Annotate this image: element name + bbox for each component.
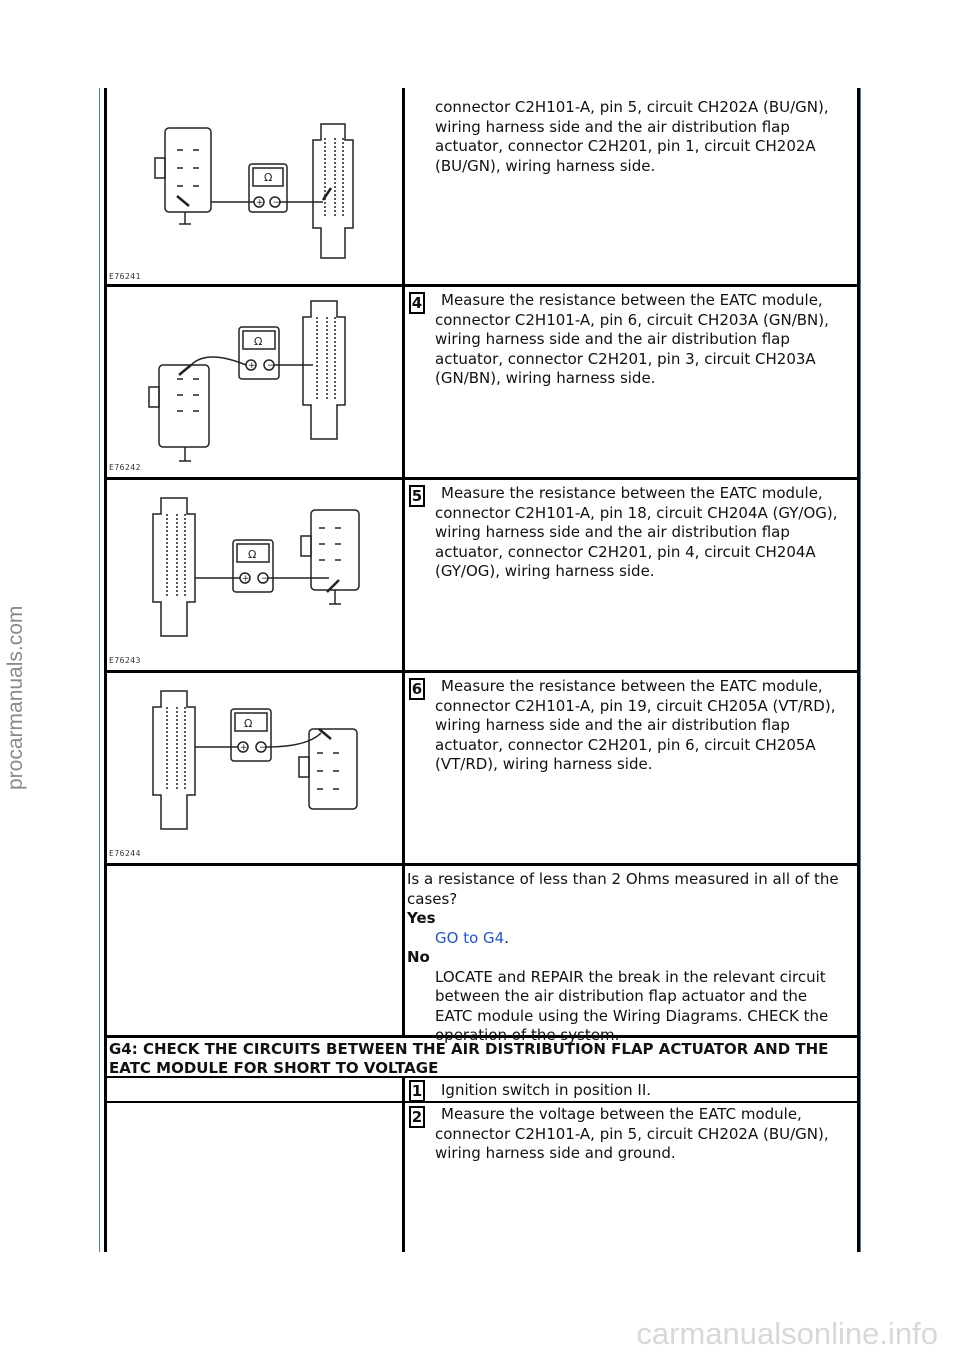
wiring-figure-4 xyxy=(107,673,399,863)
result-question xyxy=(407,870,847,1046)
svg-text:Ω: Ω xyxy=(254,335,263,348)
step-text: Measure the resistance between the EATC module, connector C2H101-A, pin 18, circuit CH204A (GY/OG), wiring harness side and the air distribution flap actuator, connector C2H201, pin 4, circuit CH204A (GY/OG), wiring harness side. xyxy=(435,484,838,580)
column-divider xyxy=(402,88,405,864)
svg-text:+: + xyxy=(248,361,256,371)
step-text: Measure the voltage between the EATC module, connector C2H101-A, pin 5, circuit CH202A (BU/GN), wiring harness side and ground. xyxy=(435,1105,829,1162)
step-number: 5 xyxy=(409,485,425,507)
column-divider xyxy=(402,864,405,1036)
svg-text:Ω: Ω xyxy=(248,548,257,561)
svg-text:+: + xyxy=(242,574,250,584)
connector-icon xyxy=(107,88,399,284)
yes-label: Yes xyxy=(407,909,436,927)
figure-label: E76244 xyxy=(109,849,141,858)
step-number: 4 xyxy=(409,292,425,314)
row-rule xyxy=(107,863,857,866)
no-action: LOCATE and REPAIR the break in the relevant circuit between the air distribution flap actuator and the EATC module using the Wiring Diagrams. CHECK the operation of the system. xyxy=(435,967,829,1044)
goto-g4-link[interactable]: GO to G4 xyxy=(435,928,505,947)
step-text: Measure the resistance between the EATC module, connector C2H101-A, pin 6, circuit CH203A (GN/BN), wiring harness side and the air distribution flap actuator, connector C2H201, pin 3, circuit CH203A (GN/BN), wiring harness side. xyxy=(435,291,829,387)
page-edge-right xyxy=(860,88,861,1252)
watermark-carmanualsonline: carmanualsonline.info xyxy=(636,1316,938,1351)
yes-action: GO to G4. xyxy=(435,928,509,947)
connector-icon xyxy=(107,673,399,863)
step-number: 6 xyxy=(409,678,425,700)
ohmmeter-icon xyxy=(107,287,399,477)
question-text: Is a resistance of less than 2 Ohms measured in all of the cases? xyxy=(407,870,839,908)
watermark-procarmanuals: procarmanuals.com xyxy=(4,605,27,790)
svg-text:Ω: Ω xyxy=(244,717,253,730)
figure-label: E76243 xyxy=(109,656,141,665)
svg-text:−: − xyxy=(261,574,269,584)
step-number: 2 xyxy=(409,1106,425,1128)
svg-text:+: + xyxy=(240,743,248,753)
step-text: connector C2H101-A, pin 5, circuit CH202A (BU/GN), wiring harness side and the air distribution flap actuator, connector C2H201, pin 1, circuit CH202A (BU/GN), wiring harness side. xyxy=(435,98,829,175)
wiring-figure-1 xyxy=(107,88,399,284)
probe-icon xyxy=(107,480,399,670)
step-text: Measure the resistance between the EATC module, connector C2H101-A, pin 19, circuit CH205A (VT/RD), wiring harness side and the air distribution flap actuator, connector C2H201, pin 6, circuit CH205A (VT/RD), wiring harness side. xyxy=(435,677,836,773)
page-edge-left xyxy=(99,88,100,1252)
section-title: G4: CHECK THE CIRCUITS BETWEEN THE AIR DISTRIBUTION FLAP ACTUATOR AND THE EATC MODULE FOR SHORT TO VOLTAGE xyxy=(109,1040,829,1077)
no-label: No xyxy=(407,948,430,966)
svg-text:−: − xyxy=(259,743,267,753)
figure-label: E76242 xyxy=(109,463,141,472)
svg-text:Ω: Ω xyxy=(264,171,273,184)
procedure-table xyxy=(104,88,860,1252)
wiring-figure-2 xyxy=(107,287,399,477)
step-text: Ignition switch in position II. xyxy=(441,1081,652,1099)
wiring-figure-3 xyxy=(107,480,399,670)
column-divider xyxy=(402,1078,405,1252)
row-rule xyxy=(107,1101,857,1103)
svg-text:−: − xyxy=(273,198,281,208)
svg-text:−: − xyxy=(267,361,275,371)
figure-label: E76241 xyxy=(109,272,141,281)
svg-text:+: + xyxy=(256,198,264,208)
step-number: 1 xyxy=(409,1080,425,1102)
